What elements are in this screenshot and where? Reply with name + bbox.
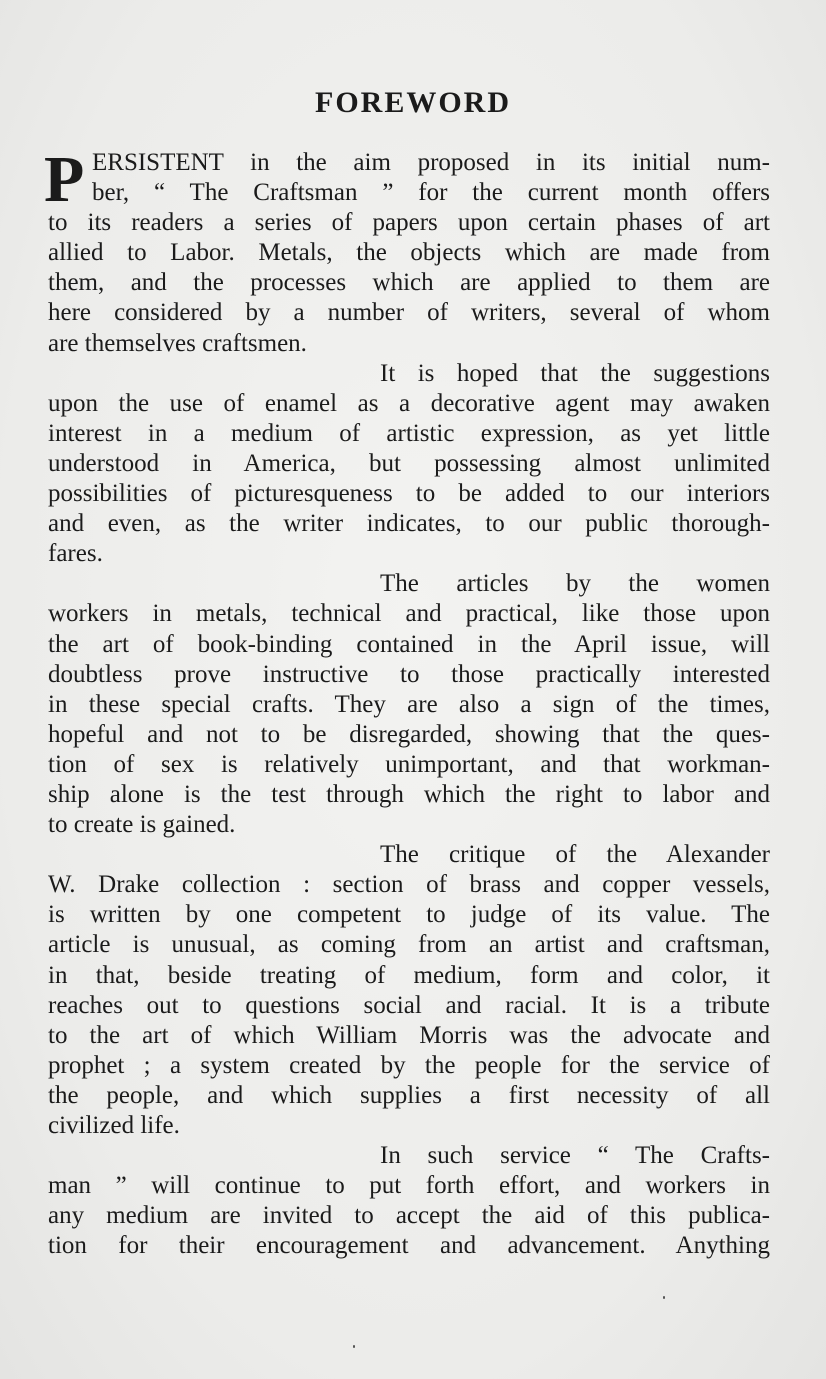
text-line: fares. — [48, 540, 103, 568]
text-line: any medium are invited to accept the aid of this publica- — [48, 1202, 770, 1230]
text-line: here considered by a number of writers, several of whom — [48, 299, 770, 327]
text-line: ber, “ The Craftsman ” for the current month offers — [92, 179, 770, 207]
paper-speck — [353, 1345, 355, 1348]
text-line: possibilities of picturesqueness to be added to our interiors — [48, 480, 770, 508]
text-line: civilized life. — [48, 1112, 180, 1139]
text-line: It is hoped that the suggestions — [380, 359, 770, 387]
text-line: to its readers a series of papers upon certain phases of art — [48, 209, 770, 237]
text-line: the people, and which supplies a first necessity of all — [48, 1081, 770, 1109]
text-line: them, and the processes which are applied to them are — [48, 269, 770, 297]
text-line: prophet ; a system created by the people for the service of — [48, 1051, 770, 1079]
text-line: W. Drake collection : section of brass and copper vessels, — [48, 871, 770, 899]
text-line: interest in a medium of artistic expression, as yet little — [48, 419, 770, 447]
text-line: is written by one competent to judge of its value. The — [48, 901, 770, 929]
drop-cap: P — [44, 143, 85, 216]
paper-speck — [663, 1296, 665, 1299]
text-line: are themselves craftsmen. — [48, 329, 307, 357]
text-line: ERSISTENT in the aim proposed in its initial num- — [92, 149, 770, 176]
text-line: In such service “ The Crafts- — [380, 1142, 770, 1170]
text-line: The articles by the women — [380, 570, 770, 598]
text-line: hopeful and not to be disregarded, showing that the ques- — [48, 720, 770, 748]
text-line: in these special crafts. They are also a sign of the times, — [48, 690, 770, 718]
text-line: tion for their encouragement and advancement. Anything — [48, 1232, 770, 1260]
foreword-body — [44, 143, 770, 1261]
text-line: man ” will continue to put forth effort, and workers in — [48, 1172, 770, 1200]
text-line: ship alone is the test through which the right to labor and — [48, 780, 770, 808]
text-line: in that, beside treating of medium, form and color, it — [48, 961, 770, 989]
text-line: reaches out to questions social and racial. It is a tribute — [48, 991, 770, 1019]
text-line: the art of book-binding contained in the April issue, will — [48, 630, 770, 658]
text-line: doubtless prove instructive to those practically interested — [48, 660, 770, 688]
text-line: to create is gained. — [48, 811, 236, 839]
page-title: FOREWORD — [315, 86, 511, 119]
text-line: understood in America, but possessing almost unlimited — [48, 449, 770, 477]
text-line: allied to Labor. Metals, the objects which are made from — [48, 239, 770, 267]
text-line: upon the use of enamel as a decorative agent may awaken — [48, 389, 770, 417]
text-line: article is unusual, as coming from an artist and craftsman, — [48, 931, 770, 959]
text-line: and even, as the writer indicates, to our public thorough- — [48, 510, 770, 538]
text-line: The critique of the Alexander — [380, 841, 770, 869]
text-line: workers in metals, technical and practical, like those upon — [48, 600, 770, 628]
text-line: tion of sex is relatively unimportant, and that workman- — [48, 750, 770, 778]
text-line: to the art of which William Morris was the advocate and — [48, 1021, 770, 1049]
